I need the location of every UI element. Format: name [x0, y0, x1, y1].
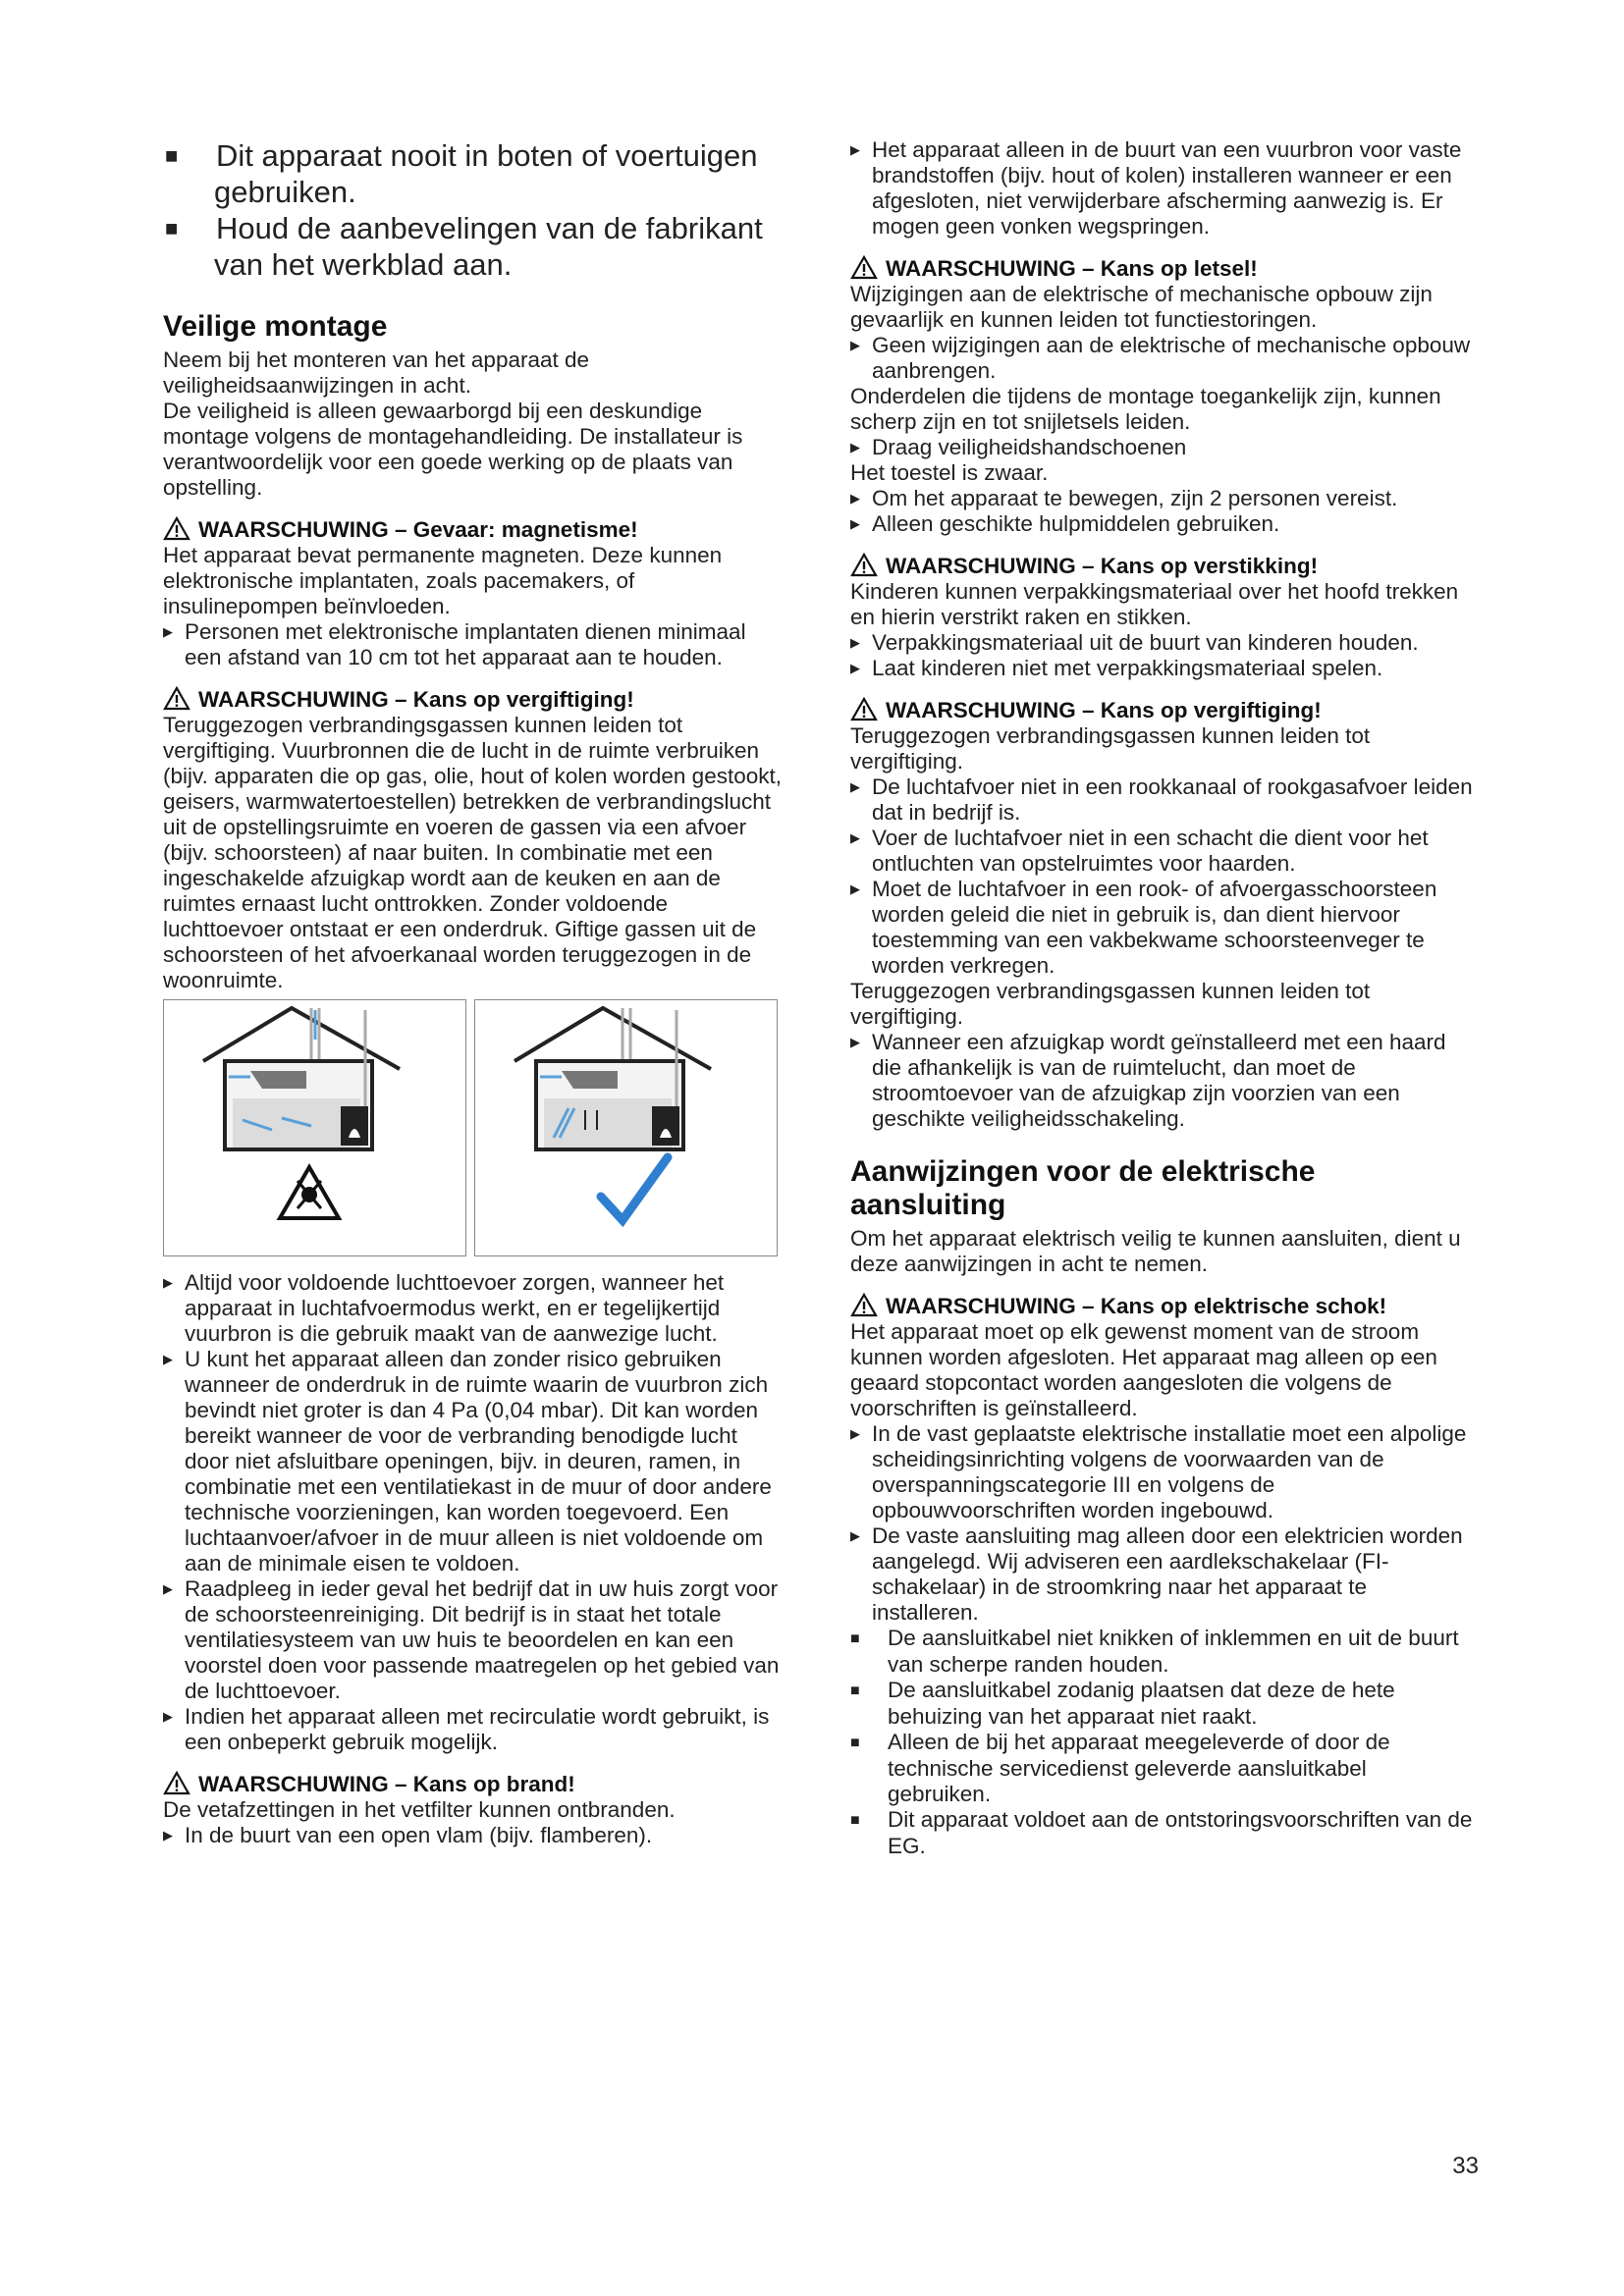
warning-triangle-icon	[163, 686, 190, 711]
list-item: ▶ Moet de luchtafvoer in een rook- of afvoergasschoorsteen worden geleid die niet in gebruik is, dan dient hiervoor toestemming van een vakbekwame schoorsteenveger te worden verkregen.	[850, 877, 1437, 978]
warning-triangle-icon	[850, 697, 878, 721]
paragraph: Het apparaat bevat permanente magneten. Deze kunnen elektronische implantaten, zoals pacemakers, of insulinepompen beïnvloeden.	[163, 543, 723, 618]
illustration-safe	[474, 999, 778, 1256]
paragraph: Teruggezogen verbrandingsgassen kunnen leiden tot vergiftiging.	[850, 723, 1371, 774]
warning-heading: WAARSCHUWING – Gevaar: magnetisme!	[163, 516, 782, 543]
list-item: ▶ Het apparaat alleen in de buurt van een vuurbron voor vaste brandstoffen (bijv. hout of kolen) installeren wanneer er een afgesloten, niet verwijderbare afscherming aanwezig is. Er mogen geen vonken wegspringen.	[850, 137, 1462, 239]
list-item: ▶ Raadpleeg in ieder geval het bedrijf dat in uw huis zorgt voor de schoorsteenreiniging. Dit bedrijf is in staat het totale ventilatiesysteem van uw huis te beoordelen en kan een voorstel doen voor passende maatregelen op het gebied van de luchttoevoer.	[163, 1576, 780, 1703]
list-item: ▶ Verpakkingsmateriaal uit de buurt van kinderen houden.	[850, 630, 1419, 655]
list-item: ▶ U kunt het apparaat alleen dan zonder risico gebruiken wanneer de onderdruk in de ruimte waarin de vuurbron zich bevindt niet groter is dan 4 Pa (0,04 mbar). Dit kan worden bereikt wanneer de voor de verbranding benodigde lucht door niet afsluitbare openingen, bijv. in deuren, ramen, in combinatie met een ventilatiekast in de muur of door andere technische voorzieningen, kan worden toegevoerd. Een luchtaanvoer/afvoer in de muur alleen is niet voldoende om aan de minimale eisen te voldoen.	[163, 1347, 772, 1575]
section-title-elektrische-aansluiting: Aanwijzingen voor de elektrische aansluiting	[850, 1155, 1316, 1221]
paragraph: Onderdelen die tijdens de montage toegankelijk zijn, kunnen scherp zijn en tot snijletsels leiden.	[850, 384, 1441, 434]
list-item: ▶ De luchtafvoer niet in een rookkanaal of rookgasafvoer leiden dat in bedrijf is.	[850, 774, 1473, 825]
warning-triangle-icon	[163, 516, 190, 541]
list-item: ▶ Alleen geschikte hulpmiddelen gebruiken.	[850, 511, 1280, 536]
warning-heading: WAARSCHUWING – Kans op vergiftiging!	[850, 697, 1475, 723]
paragraph: De veiligheid is alleen gewaarborgd bij een deskundige montage volgens de montagehandleiding. De installateur is verantwoordelijk voor een goede werking op de plaats van opstelling.	[163, 399, 743, 500]
paragraph: Het apparaat moet op elk gewenst moment van de stroom kunnen worden afgesloten. Het apparaat mag alleen op een geaard stopcontact worden aangesloten die volgens de voorschriften is geïnstalleerd.	[850, 1319, 1437, 1420]
list-item: ▶ Draag veiligheidshandschoenen	[850, 435, 1187, 459]
list-item: ■ Dit apparaat voldoet aan de ontstoringsvoorschriften van de EG.	[850, 1807, 1473, 1858]
list-item: ■ Houd de aanbevelingen van de fabrikant van het werkblad aan.	[165, 211, 763, 282]
list-item: ■ De aansluitkabel niet knikken of inklemmen en uit de buurt van scherpe randen houden.	[850, 1626, 1459, 1677]
right-column	[850, 137, 1475, 1859]
list-item: ▶ Laat kinderen niet met verpakkingsmateriaal spelen.	[850, 656, 1383, 680]
list-item: ▶ Voer de luchtafvoer niet in een schacht die dient voor het ontluchten van opstelruimtes voor haarden.	[850, 826, 1429, 876]
list-item: ▶ De vaste aansluiting mag alleen door een elektricien worden aangelegd. Wij adviseren een aardlekschakelaar (FI-schakelaar) in de stroomkring naar het apparaat te installeren.	[850, 1523, 1463, 1625]
list-item: ▶ In de vast geplaatste elektrische installatie moet een alpolige scheidingsinrichting volgens de voorwaarden van de overspanningscategorie III en volgens de opbouwvoorschriften worden ingebouwd.	[850, 1421, 1467, 1522]
warning-triangle-icon	[850, 553, 878, 577]
paragraph: Neem bij het monteren van het apparaat de veiligheidsaanwijzingen in acht.	[163, 347, 590, 398]
paragraph: Om het apparaat elektrisch veilig te kunnen aansluiten, dient u deze aanwijzingen in acht te nemen.	[850, 1226, 1461, 1276]
list-item: ■ Dit apparaat nooit in boten of voertuigen gebruiken.	[165, 138, 758, 209]
list-item: ▶ Wanneer een afzuigkap wordt geïnstalleerd met een haard die afhankelijk is van de ruimtelucht, dan moet de stroomtoevoer van de afzuigkap zijn voorzien van een geschikte veiligheidsschakeling.	[850, 1030, 1446, 1131]
warning-triangle-icon	[163, 1771, 190, 1795]
paragraph: De vetafzettingen in het vetfilter kunnen ontbranden.	[163, 1797, 676, 1822]
warning-heading: WAARSCHUWING – Kans op elektrische schok!	[850, 1293, 1475, 1319]
section-title-veilige-montage: Veilige montage	[163, 310, 388, 343]
list-item: ▶ Om het apparaat te bewegen, zijn 2 personen vereist.	[850, 486, 1398, 510]
paragraph: Het toestel is zwaar.	[850, 460, 1049, 485]
illustrations	[163, 999, 782, 1256]
illustration-unsafe	[163, 999, 466, 1256]
warning-heading: WAARSCHUWING – Kans op brand!	[163, 1771, 782, 1797]
page-number: 33	[1452, 2153, 1479, 2179]
paragraph: Teruggezogen verbrandingsgassen kunnen leiden tot vergiftiging. Vuurbronnen die de lucht in de ruimte verbruiken (bijv. apparaten die op gas, olie, hout of kolen worden gestookt, geisers, warmwatertoestellen) betrekken de verbrandingslucht uit de opstellingsruimte en voeren de gassen via een afvoer (bijv. schoorsteen) af naar buiten. In combinatie met een ingeschakelde afzuigkap wordt aan de keuken en aan de ruimtes ernaast lucht onttrokken. Zonder voldoende luchttoevoer ontstaat er een onderdruk. Giftige gassen uit de schoorsteen of het afvoerkanaal worden teruggezogen in de woonruimte.	[163, 713, 782, 992]
list-item: ▶ In de buurt van een open vlam (bijv. flamberen).	[163, 1823, 653, 1847]
warning-heading: WAARSCHUWING – Kans op verstikking!	[850, 553, 1475, 579]
paragraph: Wijzigingen aan de elektrische of mechanische opbouw zijn gevaarlijk en kunnen leiden tot functiestoringen.	[850, 282, 1433, 332]
warning-triangle-icon	[850, 1293, 878, 1317]
list-item: ■ De aansluitkabel zodanig plaatsen dat deze de hete behuizing van het apparaat niet raakt.	[850, 1678, 1395, 1729]
list-item: ▶ Geen wijzigingen aan de elektrische of mechanische opbouw aanbrengen.	[850, 333, 1471, 383]
paragraph: Teruggezogen verbrandingsgassen kunnen leiden tot vergiftiging.	[850, 979, 1371, 1029]
warning-heading: WAARSCHUWING – Kans op letsel!	[850, 255, 1475, 282]
warning-heading: WAARSCHUWING – Kans op vergiftiging!	[163, 686, 782, 713]
list-item: ▶ Indien het apparaat alleen met recirculatie wordt gebruikt, is een onbeperkt gebruik mogelijk.	[163, 1704, 770, 1754]
left-column	[163, 137, 782, 1848]
paragraph: Kinderen kunnen verpakkingsmateriaal over het hoofd trekken en hierin verstrikt raken en stikken.	[850, 579, 1459, 629]
list-item: ▶ Altijd voor voldoende luchttoevoer zorgen, wanneer het apparaat in luchtafvoermodus werkt, en er tegelijkertijd vuurbron is die gebruik maakt van de aanwezige lucht.	[163, 1270, 725, 1346]
warning-triangle-icon	[850, 255, 878, 280]
list-item: ▶ Personen met elektronische implantaten dienen minimaal een afstand van 10 cm tot het apparaat aan te houden.	[163, 619, 746, 669]
list-item: ■ Alleen de bij het apparaat meegeleverde of door de technische servicedienst geleverde aansluitkabel gebruiken.	[850, 1730, 1390, 1806]
